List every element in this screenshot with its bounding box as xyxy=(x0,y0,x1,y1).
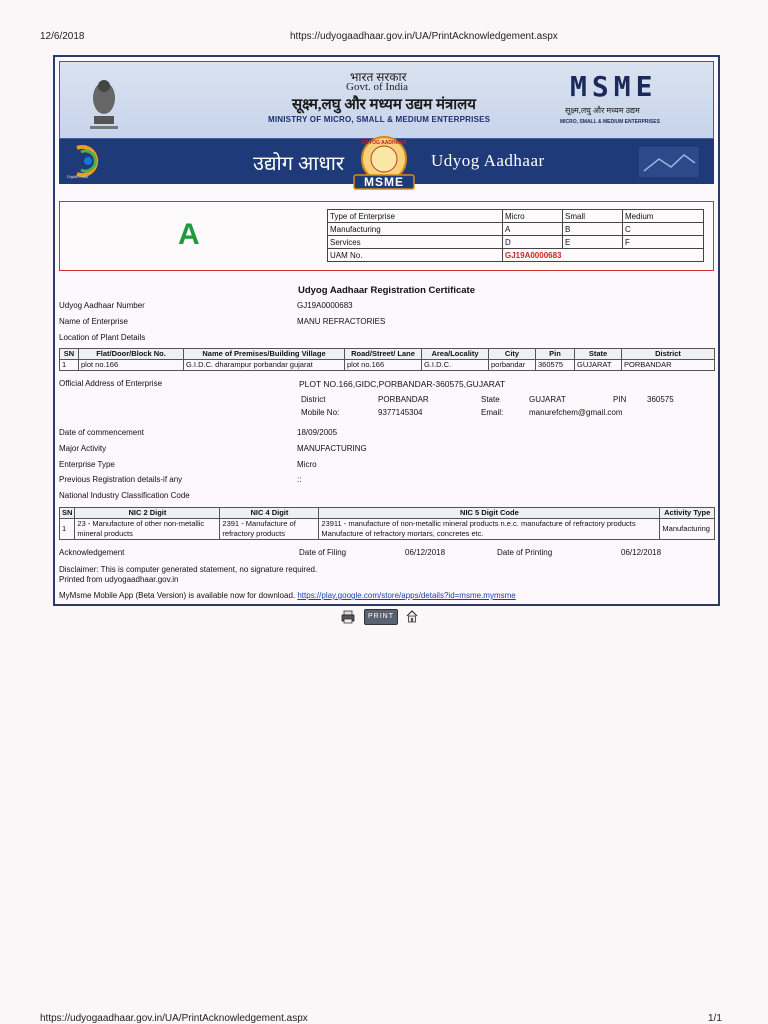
table-row xyxy=(60,360,715,371)
print-url-footer: https://udyogaadhaar.gov.in/UA/PrintAcknowledgement.aspx xyxy=(40,1013,308,1024)
printing-date-label: Date of Printing xyxy=(497,548,553,557)
page-number: 1/1 xyxy=(708,1013,722,1024)
plant-details-table xyxy=(59,348,715,371)
ashoka-emblem-icon xyxy=(84,70,124,132)
msme-hindi-text: सूक्ष्म,लघु और मध्यम उद्यम xyxy=(565,106,640,115)
hindi-ministry-text: सूक्ष्म,लघु और मध्यम उद्यम मंत्रालय xyxy=(292,97,476,113)
previous-registration-value: :: xyxy=(297,475,302,484)
table-cell: B xyxy=(563,223,623,236)
english-udyog-title: Udyog Aadhaar xyxy=(431,151,545,170)
commencement-label: Date of commencement xyxy=(59,428,144,437)
filing-date-value: 06/12/2018 xyxy=(405,548,446,557)
table-row xyxy=(328,223,704,236)
digital-india-text: Digital India xyxy=(67,174,88,179)
table-cell: 360575 xyxy=(536,360,575,371)
pin-label: PIN xyxy=(613,395,627,404)
enterprise-type-value: Micro xyxy=(297,460,317,469)
state-value: GUJARAT xyxy=(529,395,566,404)
pin-value: 360575 xyxy=(647,395,674,404)
certificate-frame xyxy=(53,55,720,606)
uan-label: Udyog Aadhaar Number xyxy=(59,301,145,310)
column-header: Road/Street/ Lane xyxy=(345,349,422,360)
table-header-row xyxy=(60,508,715,519)
table-cell: E xyxy=(563,236,623,249)
table-cell: Type of Enterprise xyxy=(328,210,503,223)
official-address-value: PLOT NO.166,GIDC,PORBANDAR-360575,GUJARAT xyxy=(299,379,506,389)
msme-sub-text: MICRO, SMALL & MEDIUM ENTERPRISES xyxy=(560,119,660,125)
table-cell: G.I.D.C. dharampur porbandar gujarat xyxy=(184,360,345,371)
table-cell: GUJARAT xyxy=(575,360,622,371)
ministry-name-text: MINISTRY OF MICRO, SMALL & MEDIUM ENTERPRISES xyxy=(268,115,491,124)
govt-of-india-text: Govt. of India xyxy=(346,81,409,93)
table-cell: porbandar xyxy=(489,360,536,371)
column-header: Flat/Door/Block No. xyxy=(79,349,184,360)
table-cell: Medium xyxy=(623,210,704,223)
table-cell: Services xyxy=(328,236,503,249)
column-header: Name of Premises/Building Village xyxy=(184,349,345,360)
acknowledgement-label: Acknowledgement xyxy=(59,548,125,557)
uam-label: UAM No. xyxy=(328,249,503,262)
table-cell: C xyxy=(623,223,704,236)
commencement-value: 18/09/2005 xyxy=(297,428,338,437)
enterprise-type-label: Enterprise Type xyxy=(59,460,115,469)
table-row xyxy=(328,249,704,262)
major-activity-value: MANUFACTURING xyxy=(297,444,367,453)
official-address-label: Official Address of Enterprise xyxy=(59,379,163,388)
table-cell: Small xyxy=(563,210,623,223)
gov-banner xyxy=(59,61,714,139)
filing-date-label: Date of Filing xyxy=(299,548,347,557)
enterprise-name-value: MANU REFRACTORIES xyxy=(297,317,386,326)
table-cell: 23 - Manufacture of other non-metallic mineral products xyxy=(75,519,220,540)
badge-ring-text: UDYOG AADHAAR xyxy=(361,140,407,146)
table-cell: D xyxy=(503,236,563,249)
district-value: PORBANDAR xyxy=(378,395,429,404)
print-button[interactable]: PRINT xyxy=(364,609,398,625)
table-header-row xyxy=(60,349,715,360)
table-cell: F xyxy=(623,236,704,249)
badge-msme-text: MSME xyxy=(364,175,404,189)
column-header: District xyxy=(622,349,715,360)
major-activity-label: Major Activity xyxy=(59,444,107,453)
column-header: Pin xyxy=(536,349,575,360)
column-header: NIC 4 Digit xyxy=(220,508,319,519)
mobile-app-label: MyMsme Mobile App (Beta Version) is available now for download. xyxy=(59,591,296,600)
printed-from-text: Printed from udyogaadhaar.gov.in xyxy=(59,575,179,584)
district-label: District xyxy=(301,395,326,404)
table-cell: Micro xyxy=(503,210,563,223)
column-header: Activity Type xyxy=(660,508,715,519)
table-cell: 1 xyxy=(60,360,79,371)
table-cell: 2391 - Manufacture of refractory products xyxy=(220,519,319,540)
uan-value: GJ19A0000683 xyxy=(297,301,353,310)
enterprise-grade-letter: A xyxy=(178,218,200,251)
state-label: State xyxy=(481,395,500,404)
udyog-aadhaar-banner xyxy=(59,139,714,189)
email-value: manurefchem@gmail.com xyxy=(529,408,623,417)
column-header: SN xyxy=(60,508,75,519)
home-icon[interactable] xyxy=(405,609,419,623)
hindi-udyog-title: उद्योग आधार xyxy=(253,153,345,175)
print-url-header: https://udyogaadhaar.gov.in/UA/PrintAcknowledgement.aspx xyxy=(290,31,558,42)
column-header: State xyxy=(575,349,622,360)
table-cell: 23911 - manufacture of non-metallic mineral products n.e.c. manufacture of refractory products Manufacture of refractory mortars, concretes etc. xyxy=(319,519,660,540)
table-row xyxy=(328,210,704,223)
nic-table xyxy=(59,507,715,540)
table-cell: plot no.166 xyxy=(345,360,422,371)
mobile-app-text xyxy=(59,591,516,600)
table-cell: plot no.166 xyxy=(79,360,184,371)
certificate-title: Udyog Aadhaar Registration Certificate xyxy=(297,285,476,296)
table-cell: Manufacturing xyxy=(328,223,503,236)
table-cell: Manufacturing xyxy=(660,519,715,540)
mobile-app-link[interactable]: https://play.google.com/store/apps/details?id=msme.mymsme xyxy=(297,591,516,600)
column-header: NIC 5 Digit Code xyxy=(319,508,660,519)
email-label: Email: xyxy=(481,408,504,417)
table-cell: 1 xyxy=(60,519,75,540)
emblem-graphic-icon xyxy=(639,147,699,177)
nic-code-label: National Industry Classification Code xyxy=(59,491,190,500)
table-cell: PORBANDAR xyxy=(622,360,715,371)
hindi-gov-text: भारत सरकार xyxy=(350,70,407,84)
enterprise-type-table xyxy=(327,209,704,262)
print-date: 12/6/2018 xyxy=(40,31,85,42)
enterprise-name-label: Name of Enterprise xyxy=(59,317,128,326)
column-header: Area/Locality xyxy=(422,349,489,360)
digital-india-logo-icon xyxy=(69,144,107,178)
column-header: SN xyxy=(60,349,79,360)
table-row xyxy=(60,519,715,540)
plant-location-label: Location of Plant Details xyxy=(59,333,146,342)
table-row xyxy=(328,236,704,249)
uam-number: GJ19A0000683 xyxy=(503,249,704,262)
printer-icon[interactable] xyxy=(341,610,355,624)
mobile-label: Mobile No: xyxy=(301,408,340,417)
table-cell: G.I.D.C. xyxy=(422,360,489,371)
printing-date-value: 06/12/2018 xyxy=(621,548,662,557)
table-cell: A xyxy=(503,223,563,236)
msme-logo: MSME xyxy=(570,70,658,103)
column-header: NIC 2 Digit xyxy=(75,508,220,519)
disclaimer-text: Disclaimer: This is computer generated statement, no signature required. xyxy=(59,565,318,574)
mobile-value: 9377145304 xyxy=(378,408,423,417)
previous-registration-label: Previous Registration details-if any xyxy=(59,475,183,484)
column-header: City xyxy=(489,349,536,360)
msme-badge xyxy=(350,135,418,193)
